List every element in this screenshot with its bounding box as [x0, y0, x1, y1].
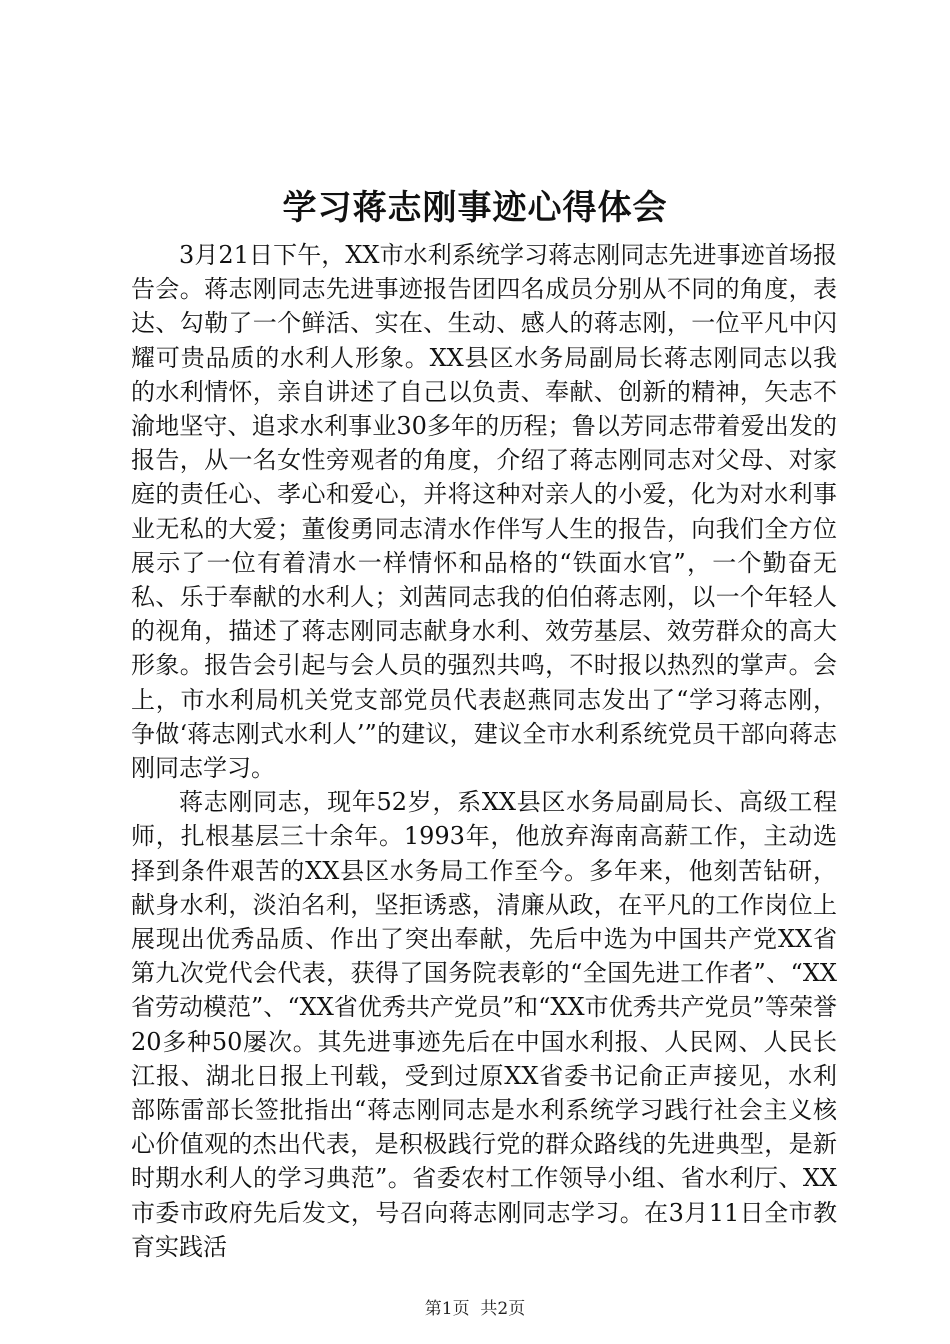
document-body	[131, 238, 837, 1264]
paragraph-2: 蒋志刚同志，现年52岁，系XX县区水务局副局长、高级工程师，扎根基层三十余年。1993年，他放弃海南高薪工作，主动选择到条件艰苦的XX县区水务局工作至今。多年来，他刻苦钻研，献身水利，淡泊名利，坚拒诱惑，清廉从政，在平凡的工作岗位上展现出优秀品质、作出了突出奉献，先后中选为中国共产党XX省第九次党代会代表，获得了国务院表彰的“全国先进工作者”、“XX省劳动模范”、“XX省优秀共产党员”和“XX市优秀共产党员”等荣誉20多种50屡次。其先进事迹先后在中国水利报、人民网、人民长江报、湖北日报上刊载，受到过原XX省委书记俞正声接见，水利部陈雷部长签批指出“蒋志刚同志是水利系统学习践行社会主义核心价值观的杰出代表，是积极践行党的群众路线的先进典型，是新时期水利人的学习典范”。省委农村工作领导小组、省水利厅、XX市委市政府先后发文，号召向蒋志刚同志学习。在3月11日全市教育实践活	[131, 788, 837, 1261]
page-footer	[0, 1298, 950, 1320]
document-title: 学习蒋志刚事迹心得体会	[282, 188, 668, 228]
page-number: 第1页	[424, 1299, 470, 1319]
page-total: 共2页	[480, 1299, 526, 1319]
paragraph-1: 3月21日下午，XX市水利系统学习蒋志刚同志先进事迹首场报告会。蒋志刚同志先进事迹报告团四名成员分别从不同的角度，表达、勾勒了一个鲜活、实在、生动、感人的蒋志刚，一位平凡中闪耀可贵品质的水利人形象。XX县区水务局副局长蒋志刚同志以我的水利情怀，亲自讲述了自己以负责、奉献、创新的精神，矢志不渝地坚守、追求水利事业30多年的历程；鲁以芳同志带着爱出发的报告，从一名女性旁观者的角度，介绍了蒋志刚同志对父母、对家庭的责任心、孝心和爱心，并将这种对亲人的小爱，化为对水利事业无私的大爱；董俊勇同志清水作伴写人生的报告，向我们全方位展示了一位有着清水一样情怀和品格的“铁面水官”，一个勤奋无私、乐于奉献的水利人；刘茜同志我的伯伯蒋志刚，以一个年轻人的视角，描述了蒋志刚同志献身水利、效劳基层、效劳群众的高大形象。报告会引起与会人员的强烈共鸣，不时报以热烈的掌声。会上，市水利局机关党支部党员代表赵燕同志发出了“学习蒋志刚，争做‘蒋志刚式水利人’”的建议，建议全市水利系统党员干部向蒋志刚同志学习。	[131, 241, 837, 783]
